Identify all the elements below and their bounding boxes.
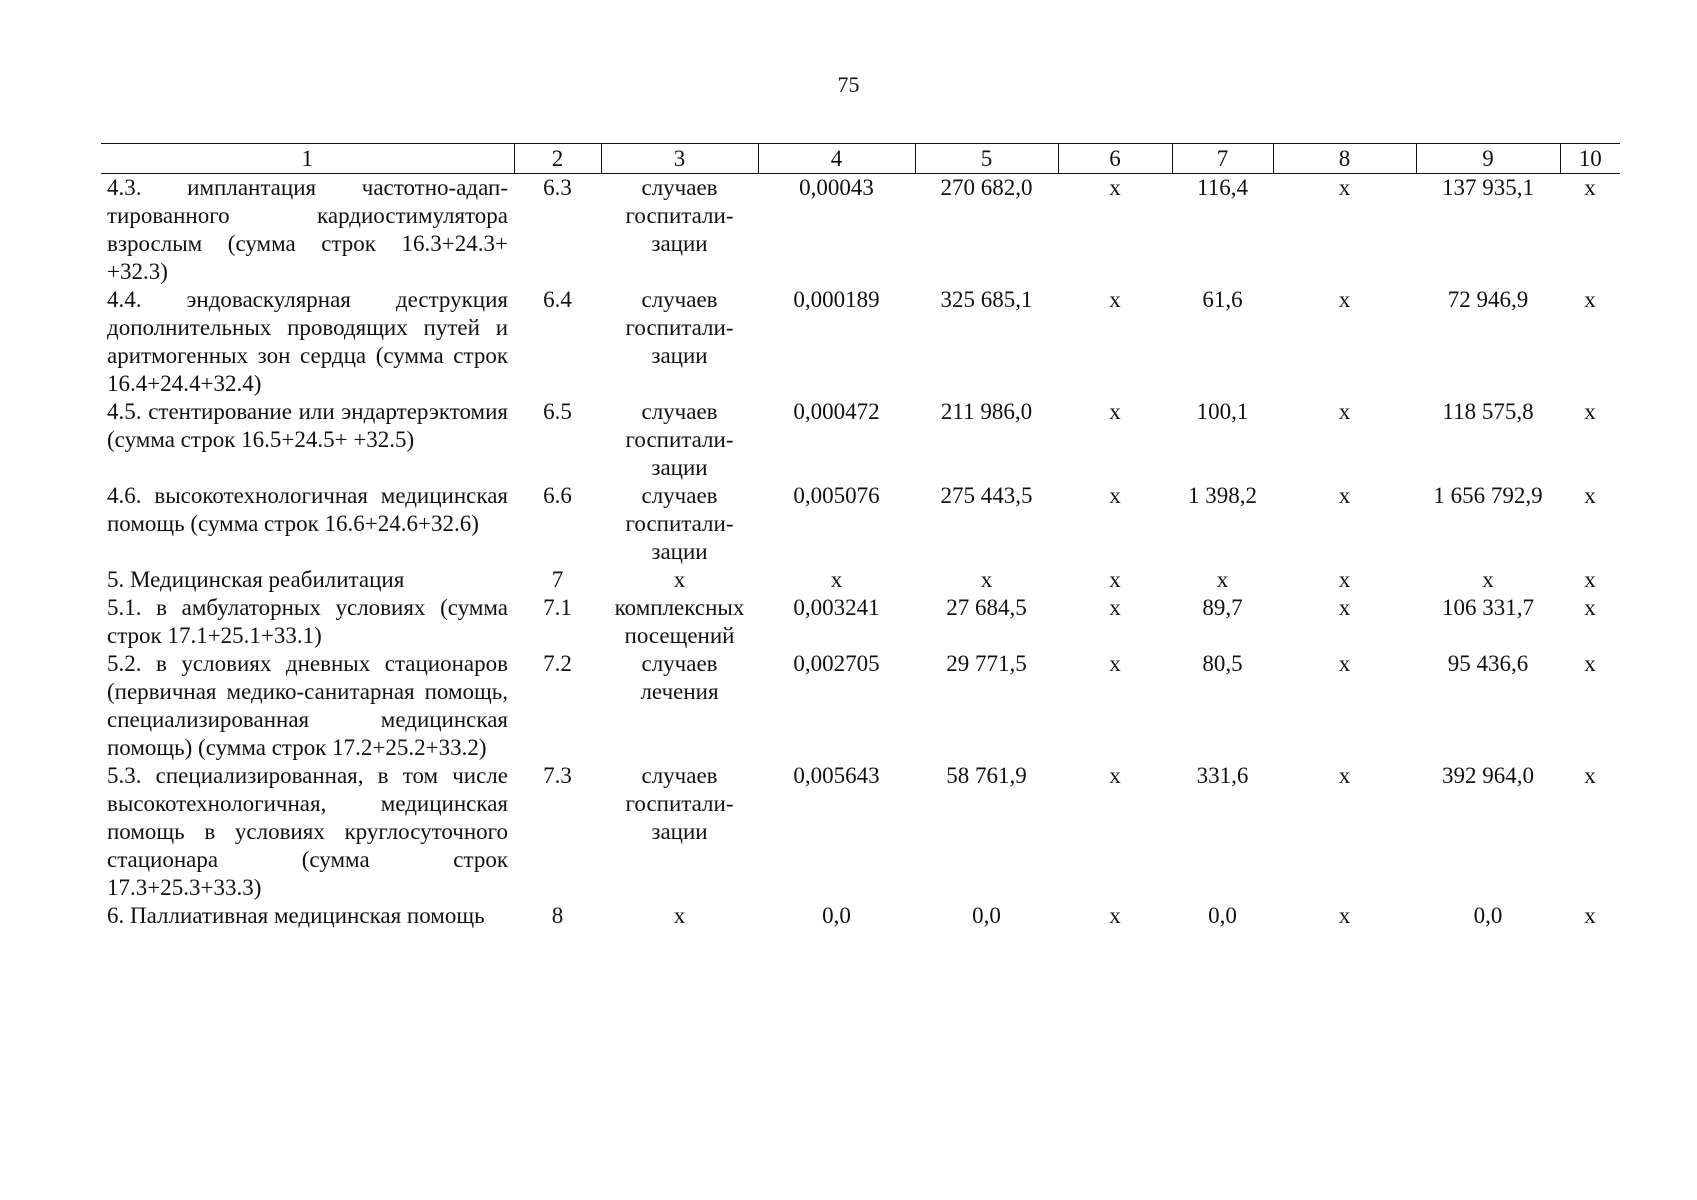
cell-col7: 0,0 xyxy=(1208,903,1237,928)
cell-col4: 0,000189 xyxy=(793,287,880,312)
row-code: 6.5 xyxy=(543,399,572,424)
cell-col9: 95 436,6 xyxy=(1447,651,1529,676)
table-row xyxy=(101,650,1620,762)
cell-col4: 0,0 xyxy=(822,903,851,928)
cell-col7: 116,4 xyxy=(1197,175,1248,200)
cell-col9: 392 964,0 xyxy=(1442,763,1534,788)
column-header-7: 7 xyxy=(1172,144,1273,174)
cell-col10: х xyxy=(1584,175,1596,200)
table-row xyxy=(101,286,1620,398)
row-unit: случаев госпитализации xyxy=(625,483,734,564)
header-row xyxy=(101,144,1620,174)
row-code: 6.3 xyxy=(543,175,572,200)
cell-col10: х xyxy=(1584,595,1596,620)
row-unit: х xyxy=(673,903,686,928)
cell-col8: х xyxy=(1338,763,1351,788)
cell-col9: 118 575,8 xyxy=(1442,399,1534,424)
cell-col6: х xyxy=(1109,651,1121,676)
row-unit: случаев госпитализации xyxy=(625,287,734,368)
row-code: 6.4 xyxy=(543,287,572,312)
cell-col10: х xyxy=(1584,651,1596,676)
row-code: 8 xyxy=(551,903,564,928)
cell-col5: 325 685,1 xyxy=(940,287,1033,312)
cell-col6: х xyxy=(1109,763,1121,788)
cell-col10: х xyxy=(1584,399,1596,424)
page-number: 75 xyxy=(837,72,860,97)
table-row xyxy=(101,174,1620,287)
cell-col7: 80,5 xyxy=(1202,651,1243,676)
column-header-10: 10 xyxy=(1560,144,1620,174)
cell-col5: 275 443,5 xyxy=(940,483,1033,508)
cell-col10: х xyxy=(1584,287,1596,312)
cell-col5: 270 682,0 xyxy=(940,175,1033,200)
cell-col8: х xyxy=(1338,595,1351,620)
cell-col5: 27 684,5 xyxy=(946,595,1027,620)
cell-col9: 72 946,9 xyxy=(1447,287,1529,312)
cell-col5: 211 986,0 xyxy=(940,399,1033,424)
cell-col9: 106 331,7 xyxy=(1442,595,1534,620)
cell-col6: х xyxy=(1109,175,1121,200)
cell-col8: х xyxy=(1338,903,1351,928)
row-code: 7.3 xyxy=(543,763,572,788)
cell-col6: х xyxy=(1109,399,1121,424)
cell-col6: х xyxy=(1109,595,1121,620)
cell-col8: х xyxy=(1338,567,1351,592)
cell-col6: х xyxy=(1109,483,1121,508)
cell-col9: 1 656 792,9 xyxy=(1433,483,1543,508)
row-unit: случаев госпитализации xyxy=(625,175,734,256)
row-unit: случаев госпитализации xyxy=(625,763,734,844)
cell-col4: 0,00043 xyxy=(799,175,874,200)
row-description: 4.4. эндоваскулярная деструкция дополнительных проводящих путей и аритмогенных зон сердца (сумма строк 16.4+24.4+32.4) xyxy=(107,287,508,396)
row-code: 7 xyxy=(551,567,564,592)
column-header-8: 8 xyxy=(1273,144,1416,174)
column-header-3: 3 xyxy=(601,144,758,174)
cell-col9: 0,0 xyxy=(1473,903,1503,928)
row-code: 7.1 xyxy=(543,595,572,620)
table-row xyxy=(101,398,1620,482)
cell-col8: х xyxy=(1338,399,1351,424)
cell-col8: х xyxy=(1338,483,1351,508)
cell-col6: х xyxy=(1109,567,1121,592)
row-unit: случаев лечения xyxy=(640,651,719,704)
cell-col8: х xyxy=(1338,651,1351,676)
table-row xyxy=(101,762,1620,902)
table-row xyxy=(101,594,1620,650)
data-table xyxy=(101,143,1620,930)
cell-col5: 29 771,5 xyxy=(946,651,1027,676)
column-header-6: 6 xyxy=(1058,144,1172,174)
cell-col9: х xyxy=(1482,567,1494,592)
row-unit: случаев госпитализации xyxy=(625,399,734,480)
cell-col4: 0,000472 xyxy=(793,399,880,424)
cell-col5: х xyxy=(980,567,993,592)
cell-col8: х xyxy=(1338,175,1351,200)
cell-col7: 331,6 xyxy=(1196,763,1249,788)
cell-col7: 100,1 xyxy=(1196,399,1249,424)
column-header-5: 5 xyxy=(915,144,1058,174)
row-description: 5.2. в условиях дневных стационаров (первичная медико-санитарная помощь, специализированная медицинская помощь) (сумма строк 17.2+25.2+33.2) xyxy=(107,651,508,760)
row-description: 5.3. специализированная, в том числе высокотехнологичная, медицинская помощь в условиях круглосуточного стационара (сумма строк 17.3+25.3+33.3) xyxy=(107,763,508,900)
row-description: 4.5. стентирование или эндартерэктомия (сумма строк 16.5+24.5+ +32.5) xyxy=(107,399,508,452)
row-unit: комплексных посещений xyxy=(614,595,745,648)
row-description: 5.1. в амбулаторных условиях (сумма строк 17.1+25.1+33.1) xyxy=(107,595,508,648)
row-description: 6. Паллиативная медицинская помощь xyxy=(107,903,485,928)
cell-col4: 0,005076 xyxy=(793,483,880,508)
cell-col7: 61,6 xyxy=(1202,287,1243,312)
row-unit: х xyxy=(673,567,686,592)
cell-col5: 58 761,9 xyxy=(946,763,1027,788)
cell-col10: х xyxy=(1584,483,1596,508)
cell-col4: х xyxy=(830,567,843,592)
cell-col6: х xyxy=(1109,287,1121,312)
cell-col7: 1 398,2 xyxy=(1188,483,1257,508)
table-row xyxy=(101,566,1620,594)
cell-col4: 0,002705 xyxy=(793,651,880,676)
cell-col5: 0,0 xyxy=(972,903,1001,928)
row-code: 7.2 xyxy=(543,651,572,676)
table-row xyxy=(101,482,1620,566)
column-header-2: 2 xyxy=(514,144,601,174)
cell-col7: х xyxy=(1216,567,1229,592)
column-header-1: 1 xyxy=(101,144,514,174)
table-row xyxy=(101,902,1620,930)
cell-col6: х xyxy=(1109,903,1121,928)
column-header-9: 9 xyxy=(1416,144,1560,174)
cell-col10: х xyxy=(1584,567,1596,592)
column-header-4: 4 xyxy=(758,144,915,174)
row-code: 6.6 xyxy=(543,483,572,508)
cell-col4: 0,005643 xyxy=(793,763,880,788)
cell-col9: 137 935,1 xyxy=(1442,175,1534,200)
cell-col8: х xyxy=(1338,287,1351,312)
cell-col4: 0,003241 xyxy=(793,595,880,620)
cell-col7: 89,7 xyxy=(1202,595,1243,620)
cell-col10: х xyxy=(1584,763,1596,788)
row-description: 5. Медицинская реабилитация xyxy=(107,567,405,592)
row-description: 4.6. высокотехнологичная медицинская помощь (сумма строк 16.6+24.6+32.6) xyxy=(107,483,508,536)
row-description: 4.3. имплантация частотно-адаптированного кардиостимулятора взрослым (сумма строк 16.3+24.3+ +32.3) xyxy=(107,175,508,284)
cell-col10: х xyxy=(1584,903,1596,928)
